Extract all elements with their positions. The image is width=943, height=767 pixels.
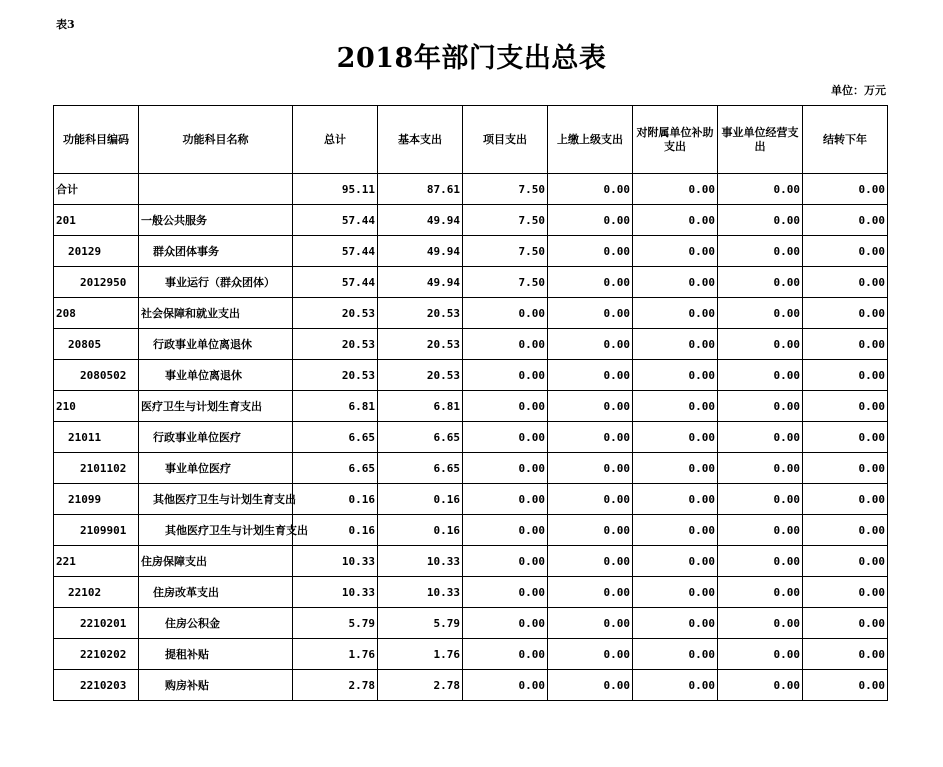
business-operation-cell: 0.00 [718,236,803,267]
project-expense-cell: 7.50 [463,236,548,267]
subsidy-affiliates-cell: 0.00 [633,267,718,298]
total-cell: 5.79 [293,608,378,639]
remit-superior-cell: 0.00 [548,546,633,577]
carry-forward-cell: 0.00 [803,236,888,267]
function-code-cell: 2109901 [54,515,139,546]
remit-superior-cell: 0.00 [548,360,633,391]
table-row [54,608,888,639]
total-cell: 20.53 [293,298,378,329]
carry-forward-cell: 0.00 [803,422,888,453]
remit-superior-cell: 0.00 [548,236,633,267]
carry-forward-cell: 0.00 [803,453,888,484]
basic-expense-cell: 0.16 [378,484,463,515]
function-name-cell: 医疗卫生与计划生育支出 [139,391,293,422]
table-row [54,453,888,484]
subsidy-affiliates-cell: 0.00 [633,608,718,639]
business-operation-cell: 0.00 [718,329,803,360]
header-function-code: 功能科目编码 [54,106,139,174]
table-row [54,267,888,298]
remit-superior-cell: 0.00 [548,329,633,360]
business-operation-cell: 0.00 [718,639,803,670]
business-operation-cell: 0.00 [718,391,803,422]
subsidy-affiliates-cell: 0.00 [633,639,718,670]
basic-expense-cell: 6.65 [378,422,463,453]
carry-forward-cell: 0.00 [803,484,888,515]
total-cell: 57.44 [293,236,378,267]
total-cell: 57.44 [293,205,378,236]
total-cell: 20.53 [293,329,378,360]
function-code-cell: 208 [54,298,139,329]
business-operation-cell: 0.00 [718,453,803,484]
basic-expense-cell: 2.78 [378,670,463,701]
remit-superior-cell: 0.00 [548,422,633,453]
business-operation-cell: 0.00 [718,577,803,608]
table-row [54,391,888,422]
basic-expense-cell: 49.94 [378,236,463,267]
table-row [54,484,888,515]
subsidy-affiliates-cell: 0.00 [633,391,718,422]
remit-superior-cell: 0.00 [548,174,633,205]
function-code-cell: 2101102 [54,453,139,484]
function-code-cell: 2012950 [54,267,139,298]
subsidy-affiliates-cell: 0.00 [633,484,718,515]
project-expense-cell: 0.00 [463,546,548,577]
project-expense-cell: 0.00 [463,298,548,329]
function-name-cell: 事业单位离退休 [139,360,293,391]
table-row [54,670,888,701]
business-operation-cell: 0.00 [718,422,803,453]
business-operation-cell: 0.00 [718,608,803,639]
basic-expense-cell: 87.61 [378,174,463,205]
table-header-row [54,106,888,174]
carry-forward-cell: 0.00 [803,298,888,329]
project-expense-cell: 7.50 [463,267,548,298]
project-expense-cell: 0.00 [463,577,548,608]
total-cell: 10.33 [293,546,378,577]
header-total: 总计 [293,106,378,174]
subsidy-affiliates-cell: 0.00 [633,422,718,453]
function-code-cell: 22102 [54,577,139,608]
remit-superior-cell: 0.00 [548,453,633,484]
basic-expense-cell: 1.76 [378,639,463,670]
business-operation-cell: 0.00 [718,515,803,546]
table-row [54,236,888,267]
table-row [54,577,888,608]
remit-superior-cell: 0.00 [548,205,633,236]
function-code-cell: 221 [54,546,139,577]
carry-forward-cell: 0.00 [803,267,888,298]
carry-forward-cell: 0.00 [803,391,888,422]
subsidy-affiliates-cell: 0.00 [633,174,718,205]
basic-expense-cell: 6.65 [378,453,463,484]
header-business-operation: 事业单位经营支出 [718,106,803,174]
department-expense-table [53,105,888,701]
function-name-cell: 购房补贴 [139,670,293,701]
project-expense-cell: 0.00 [463,515,548,546]
basic-expense-cell: 49.94 [378,205,463,236]
header-subsidy-affiliates: 对附属单位补助支出 [633,106,718,174]
carry-forward-cell: 0.00 [803,360,888,391]
function-name-cell: 群众团体事务 [139,236,293,267]
carry-forward-cell: 0.00 [803,546,888,577]
function-name-cell: 其他医疗卫生与计划生育支出 [139,515,293,546]
total-cell: 6.65 [293,453,378,484]
subsidy-affiliates-cell: 0.00 [633,577,718,608]
function-code-cell: 2080502 [54,360,139,391]
basic-expense-cell: 10.33 [378,546,463,577]
basic-expense-cell: 0.16 [378,515,463,546]
remit-superior-cell: 0.00 [548,298,633,329]
subsidy-affiliates-cell: 0.00 [633,236,718,267]
total-cell: 0.16 [293,515,378,546]
function-code-cell: 合计 [54,174,139,205]
function-name-cell: 住房改革支出 [139,577,293,608]
function-name-cell: 行政事业单位医疗 [139,422,293,453]
table-row [54,515,888,546]
total-cell: 2.78 [293,670,378,701]
business-operation-cell: 0.00 [718,174,803,205]
total-cell: 6.65 [293,422,378,453]
table-row [54,422,888,453]
business-operation-cell: 0.00 [718,298,803,329]
project-expense-cell: 0.00 [463,360,548,391]
basic-expense-cell: 6.81 [378,391,463,422]
carry-forward-cell: 0.00 [803,670,888,701]
project-expense-cell: 0.00 [463,608,548,639]
carry-forward-cell: 0.00 [803,608,888,639]
function-name-cell: 事业运行（群众团体） [139,267,293,298]
basic-expense-cell: 20.53 [378,360,463,391]
subsidy-affiliates-cell: 0.00 [633,546,718,577]
table-number-label: 表3 [56,18,75,31]
remit-superior-cell: 0.00 [548,608,633,639]
table-row [54,205,888,236]
project-expense-cell: 0.00 [463,670,548,701]
basic-expense-cell: 49.94 [378,267,463,298]
project-expense-cell: 0.00 [463,639,548,670]
header-basic-expense: 基本支出 [378,106,463,174]
remit-superior-cell: 0.00 [548,639,633,670]
business-operation-cell: 0.00 [718,205,803,236]
function-name-cell: 事业单位医疗 [139,453,293,484]
function-code-cell: 2210202 [54,639,139,670]
basic-expense-cell: 10.33 [378,577,463,608]
function-name-cell: 其他医疗卫生与计划生育支出 [139,484,293,515]
header-remit-superior: 上缴上级支出 [548,106,633,174]
carry-forward-cell: 0.00 [803,577,888,608]
remit-superior-cell: 0.00 [548,577,633,608]
business-operation-cell: 0.00 [718,267,803,298]
function-code-cell: 21099 [54,484,139,515]
subsidy-affiliates-cell: 0.00 [633,205,718,236]
function-code-cell: 210 [54,391,139,422]
total-cell: 10.33 [293,577,378,608]
unit-label: 单位：万元 [831,84,886,97]
business-operation-cell: 0.00 [718,546,803,577]
business-operation-cell: 0.00 [718,484,803,515]
project-expense-cell: 7.50 [463,174,548,205]
business-operation-cell: 0.00 [718,670,803,701]
function-name-cell: 社会保障和就业支出 [139,298,293,329]
table-row [54,174,888,205]
function-code-cell: 2210203 [54,670,139,701]
total-cell: 1.76 [293,639,378,670]
basic-expense-cell: 5.79 [378,608,463,639]
function-name-cell: 住房公积金 [139,608,293,639]
function-name-cell: 住房保障支出 [139,546,293,577]
total-cell: 57.44 [293,267,378,298]
carry-forward-cell: 0.00 [803,329,888,360]
total-cell: 95.11 [293,174,378,205]
project-expense-cell: 0.00 [463,484,548,515]
remit-superior-cell: 0.00 [548,484,633,515]
business-operation-cell: 0.00 [718,360,803,391]
carry-forward-cell: 0.00 [803,515,888,546]
carry-forward-cell: 0.00 [803,205,888,236]
header-function-name: 功能科目名称 [139,106,293,174]
project-expense-cell: 0.00 [463,453,548,484]
total-cell: 20.53 [293,360,378,391]
table-row [54,546,888,577]
project-expense-cell: 0.00 [463,391,548,422]
function-code-cell: 20129 [54,236,139,267]
basic-expense-cell: 20.53 [378,329,463,360]
carry-forward-cell: 0.00 [803,174,888,205]
project-expense-cell: 7.50 [463,205,548,236]
subsidy-affiliates-cell: 0.00 [633,515,718,546]
table-row [54,360,888,391]
total-cell: 0.16 [293,484,378,515]
header-project-expense: 项目支出 [463,106,548,174]
function-code-cell: 20805 [54,329,139,360]
subsidy-affiliates-cell: 0.00 [633,329,718,360]
function-name-cell [139,174,293,205]
function-code-cell: 21011 [54,422,139,453]
remit-superior-cell: 0.00 [548,670,633,701]
remit-superior-cell: 0.00 [548,515,633,546]
page-title: 2018年部门支出总表 [336,43,607,74]
project-expense-cell: 0.00 [463,329,548,360]
subsidy-affiliates-cell: 0.00 [633,298,718,329]
function-code-cell: 201 [54,205,139,236]
remit-superior-cell: 0.00 [548,267,633,298]
function-name-cell: 行政事业单位离退休 [139,329,293,360]
remit-superior-cell: 0.00 [548,391,633,422]
function-code-cell: 2210201 [54,608,139,639]
table-row [54,298,888,329]
subsidy-affiliates-cell: 0.00 [633,360,718,391]
project-expense-cell: 0.00 [463,422,548,453]
function-name-cell: 提租补贴 [139,639,293,670]
function-name-cell: 一般公共服务 [139,205,293,236]
table-row [54,639,888,670]
subsidy-affiliates-cell: 0.00 [633,670,718,701]
subsidy-affiliates-cell: 0.00 [633,453,718,484]
header-carry-forward: 结转下年 [803,106,888,174]
carry-forward-cell: 0.00 [803,639,888,670]
table-row [54,329,888,360]
basic-expense-cell: 20.53 [378,298,463,329]
total-cell: 6.81 [293,391,378,422]
